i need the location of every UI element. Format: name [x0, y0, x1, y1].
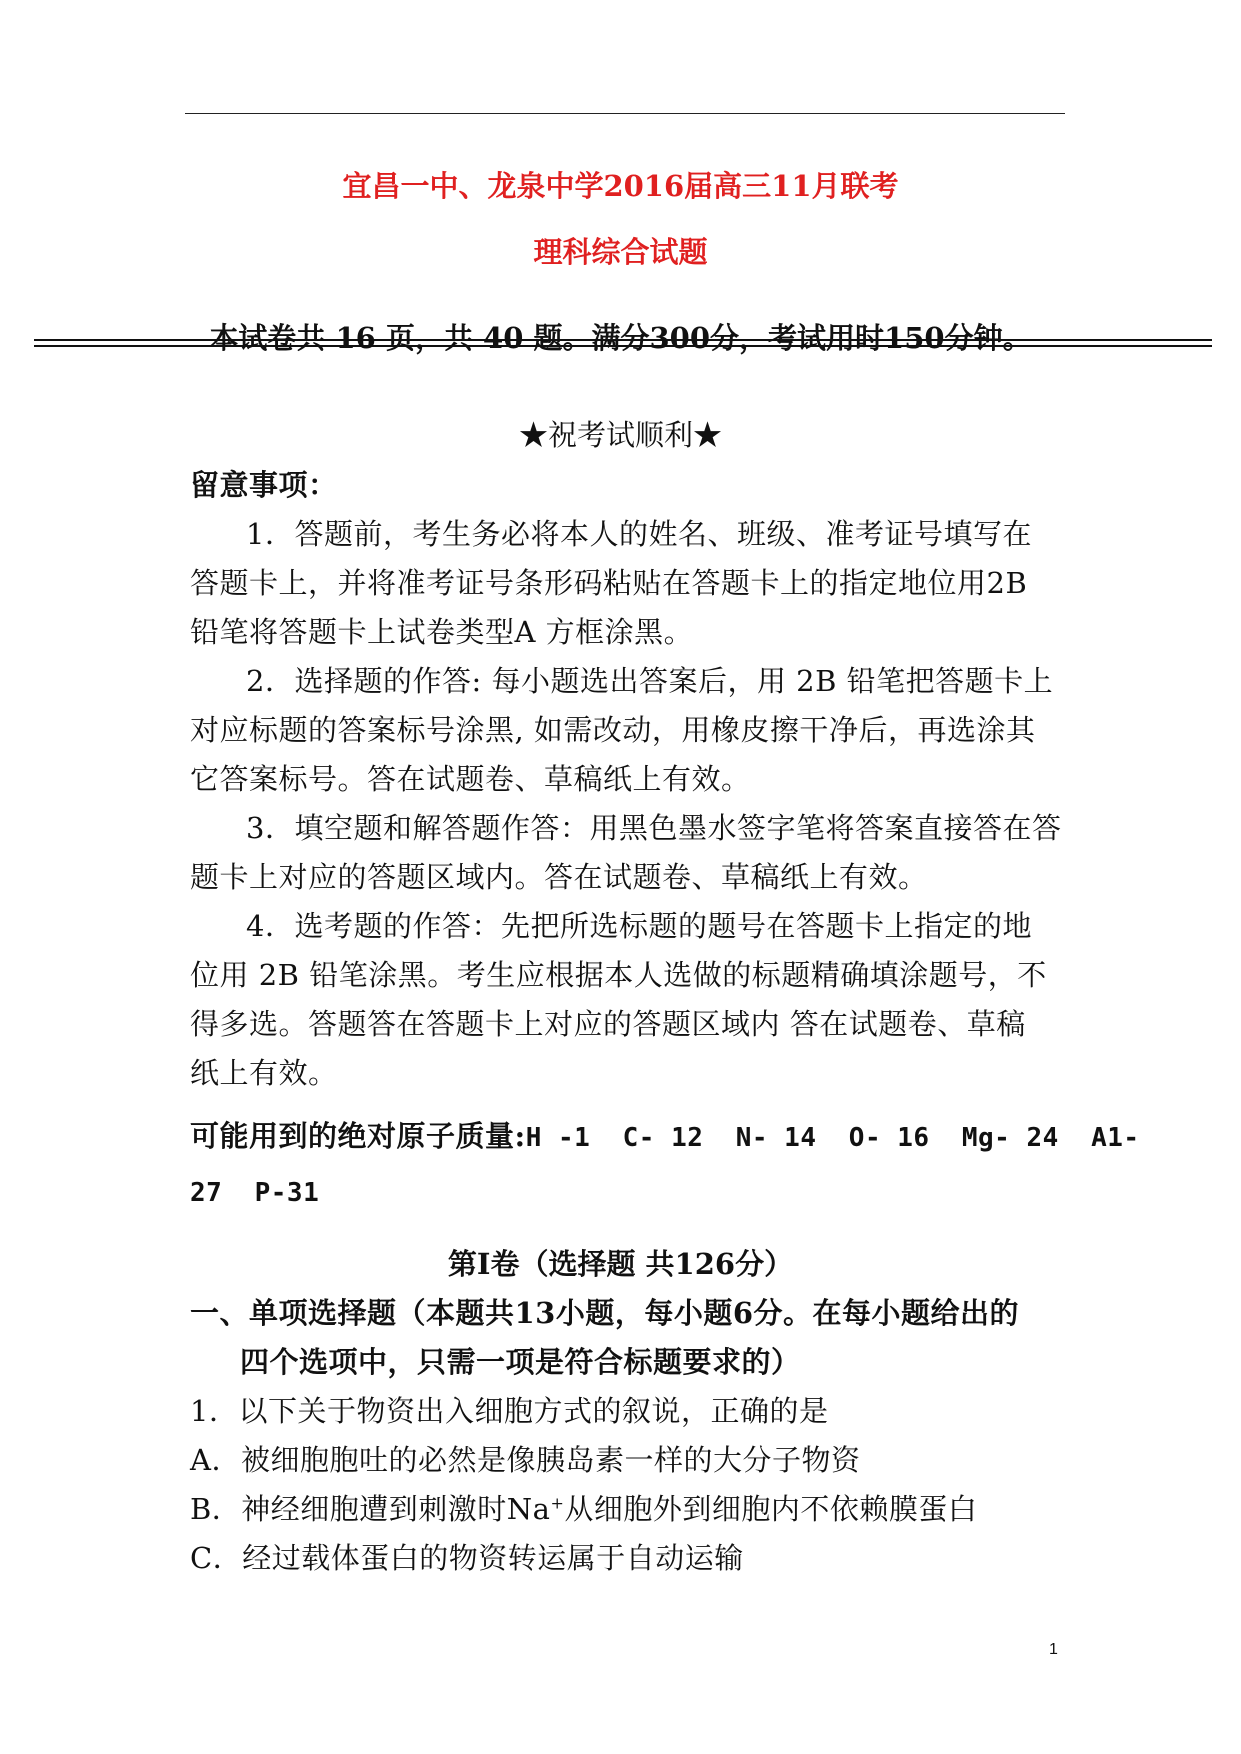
- notice-line: 1．答题前，考生务必将本人的姓名、班级、准考证号填写在: [246, 517, 1032, 551]
- part-heading-cont: 四个选项中，只需一项是符合标题要求的）: [240, 1345, 801, 1379]
- notice-line: 答题卡上，并将准考证号条形码粘贴在答题卡上的指定地位用2B: [190, 566, 1028, 600]
- notice-line: 纸上有效。: [190, 1056, 338, 1090]
- atomic-mass-values: H -1 C- 12 N- 14 O- 16 Mg- 24 A1-: [525, 1123, 1140, 1153]
- option-b-text-cont: 从细胞外到细胞内不依赖膜蛋白: [564, 1492, 978, 1526]
- notice-heading: 留意事项：: [190, 468, 338, 502]
- notice-line: 3．填空题和解答题作答：用黑色墨水签字笔将答案直接答在答: [246, 811, 1062, 845]
- double-rule-upper: [34, 339, 1212, 341]
- atomic-mass-values-cont: 27 P-31: [190, 1178, 320, 1208]
- section-title: 第Ⅰ卷（选择题 共126分）: [447, 1247, 794, 1281]
- part-heading: 一、单项选择题（本题共13小题，每小题6分。在每小题给出的: [190, 1296, 1020, 1330]
- double-rule-lower: [34, 345, 1212, 347]
- notice-line: 位用 2B 铅笔涂黑。考生应根据本人选做的标题精确填涂题号，不: [190, 958, 1047, 992]
- notice-line: 得多选。答题答在答题卡上对应的答题区域内 答在试题卷、草稿: [190, 1007, 1026, 1041]
- charge-superscript: +: [550, 1493, 565, 1513]
- exam-info: 本试卷共 16 页，共 40 题。满分300分，考试用时150分钟。: [209, 321, 1032, 355]
- page-number: 1: [1049, 1641, 1058, 1658]
- atomic-mass-line: [190, 1114, 1140, 1155]
- question-stem: 1．以下关于物资出入细胞方式的叙说，正确的是: [190, 1394, 829, 1428]
- exam-subtitle: 理科综合试题: [533, 235, 708, 269]
- exam-title: 宜昌一中、龙泉中学2016届高三11月联考: [342, 169, 899, 203]
- notice-line: 铅笔将答题卡上试卷类型A 方框涂黑。: [190, 615, 694, 649]
- atomic-mass-label: 可能用到的绝对原子质量:: [190, 1119, 526, 1153]
- option-a: A．被细胞胞吐的必然是像胰岛素一样的大分子物资: [190, 1443, 861, 1477]
- notice-line: 2．选择题的作答: 每小题选出答案后，用 2B 铅笔把答题卡上: [246, 664, 1054, 698]
- good-luck-banner: ★祝考试顺利★: [518, 418, 722, 452]
- option-b-text: B．神经细胞遭到刺激时Na: [190, 1492, 551, 1526]
- notice-line: 4．选考题的作答：先把所选标题的题号在答题卡上指定的地: [246, 909, 1032, 943]
- notice-line: 对应标题的答案标号涂黑, 如需改动，用橡皮擦干净后，再选涂其: [190, 713, 1036, 747]
- notice-line: 题卡上对应的答题区域内。答在试题卷、草稿纸上有效。: [190, 860, 928, 894]
- notice-line: 它答案标号。答在试题卷、草稿纸上有效。: [190, 762, 751, 796]
- top-rule: [185, 113, 1065, 114]
- option-b: [190, 1487, 977, 1528]
- option-c: C．经过载体蛋白的物资转运属于自动运输: [190, 1541, 744, 1575]
